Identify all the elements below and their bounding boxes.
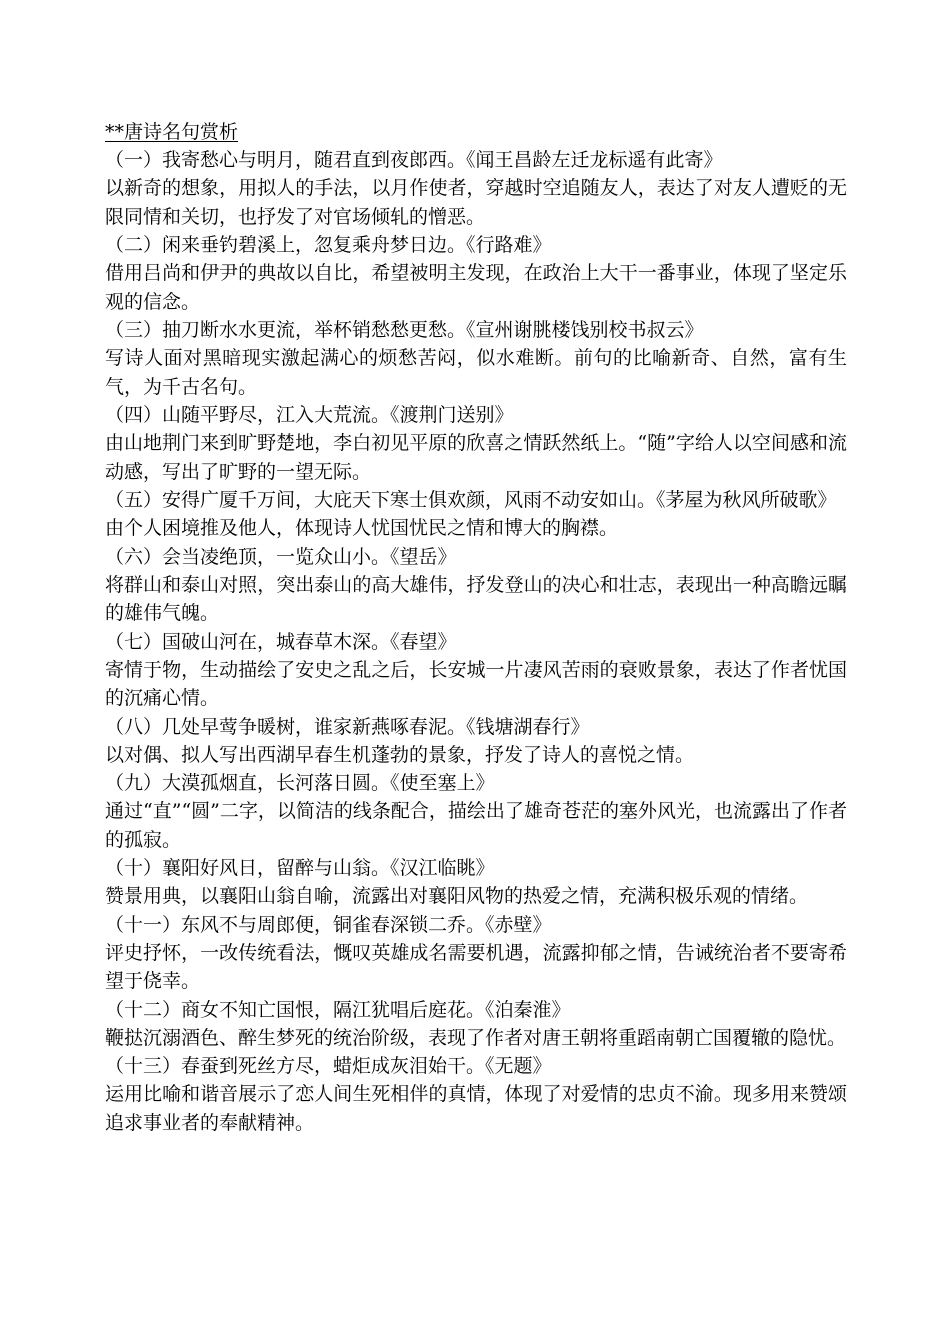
poem-commentary: 评史抒怀，一改传统看法，慨叹英雄成名需要机遇，流露抑郁之情，告诫统治者不要寄希望于侥幸。 [105, 941, 847, 992]
poem-quote: （十三）春蚕到死丝方尽，蜡炬成灰泪始干。《无题》 [105, 1055, 552, 1077]
entry-item [105, 854, 847, 911]
poem-commentary: 寄情于物，生动描绘了安史之乱之后，长安城一片凄风苦雨的衰败景象，表达了作者忧国的沉痛心情。 [105, 658, 847, 709]
entry-item [105, 911, 847, 996]
poem-commentary: 将群山和泰山对照，突出泰山的高大雄伟，抒发登山的决心和壮志，表现出一种高瞻远瞩的雄伟气魄。 [105, 573, 847, 624]
poem-commentary: 通过“直”“圆”二字，以简洁的线条配合，描绘出了雄奇苍茫的塞外风光，也流露出了作者的孤寂。 [105, 800, 847, 851]
entry-item [105, 769, 847, 854]
poem-quote: （十）襄阳好风日，留醉与山翁。《汉江临眺》 [105, 857, 495, 879]
entry-item [105, 996, 847, 1053]
entry-item [105, 486, 847, 543]
poem-quote: （十二）商女不知亡国恨，隔江犹唱后庭花。《泊秦淮》 [105, 998, 571, 1021]
entry-item [105, 1052, 847, 1137]
poem-quote: （五）安得广厦千万间，大庇天下寒士俱欢颜，风雨不动安如山。《茅屋为秋风所破歌》 [105, 489, 837, 511]
poem-commentary: 借用吕尚和伊尹的典故以自比，希望被明主发现，在政治上大干一番事业，体现了坚定乐观的信念。 [105, 262, 847, 313]
entry-item [105, 316, 847, 401]
entry-item [105, 401, 847, 486]
entries-list [105, 146, 847, 1137]
entry-item [105, 146, 847, 231]
poem-commentary: 由个人困境推及他人，体现诗人忧国忧民之情和博大的胸襟。 [105, 517, 619, 539]
poem-commentary: 以对偶、拟人写出西湖早春生机蓬勃的景象，抒发了诗人的喜悦之情。 [105, 743, 695, 766]
poem-commentary: 写诗人面对黑暗现实激起满心的烦愁苦闷，似水难断。前句的比喻新奇、自然，富有生气，为千古名句。 [105, 347, 847, 398]
poem-quote: （九）大漠孤烟直，长河落日圆。《使至塞上》 [105, 772, 495, 794]
poem-commentary: 由山地荆门来到旷野楚地，李白初见平原的欣喜之情跃然纸上。“随”字给人以空间感和流动感，写出了旷野的一望无际。 [105, 432, 847, 483]
poem-quote: （三）抽刀断水水更流，举杯销愁愁更愁。《宣州谢朓楼饯别校书叔云》 [105, 319, 704, 341]
poem-commentary: 赞景用典，以襄阳山翁自喻，流露出对襄阳风物的热爱之情，充满积极乐观的情绪。 [105, 885, 809, 907]
document-title: **唐诗名句赏析 [105, 121, 239, 143]
entry-item [105, 628, 847, 713]
entry-item [105, 543, 847, 628]
entry-item [105, 231, 847, 316]
poem-quote: （七）国破山河在，城春草木深。《春望》 [105, 630, 457, 653]
document-page [105, 118, 847, 1137]
poem-quote: （八）几处早莺争暖树，谁家新燕啄春泥。《钱塘湖春行》 [105, 715, 590, 738]
poem-quote: （四）山随平野尽，江入大荒流。《渡荆门送别》 [105, 404, 514, 426]
poem-quote: （十一）东风不与周郎便，铜雀春深锁二乔。《赤壁》 [105, 913, 552, 936]
poem-commentary: 运用比喻和谐音展示了恋人间生死相伴的真情，体现了对爱情的忠贞不渝。现多用来赞颂追求事业者的奉献精神。 [105, 1083, 847, 1134]
poem-commentary: 鞭挞沉溺酒色、醉生梦死的统治阶级，表现了作者对唐王朝将重蹈南朝亡国覆辙的隐忧。 [105, 1026, 847, 1049]
entry-item [105, 713, 847, 770]
poem-quote: （一）我寄愁心与明月，随君直到夜郎西。《闻王昌龄左迁龙标遥有此寄》 [105, 149, 723, 171]
poem-quote: （二）闲来垂钓碧溪上，忽复乘舟梦日边。《行路难》 [105, 234, 552, 256]
poem-quote: （六）会当凌绝顶，一览众山小。《望岳》 [105, 545, 457, 568]
poem-commentary: 以新奇的想象，用拟人的手法，以月作使者，穿越时空追随友人，表达了对友人遭贬的无限同情和关切，也抒发了对官场倾轧的憎恶。 [105, 177, 847, 228]
